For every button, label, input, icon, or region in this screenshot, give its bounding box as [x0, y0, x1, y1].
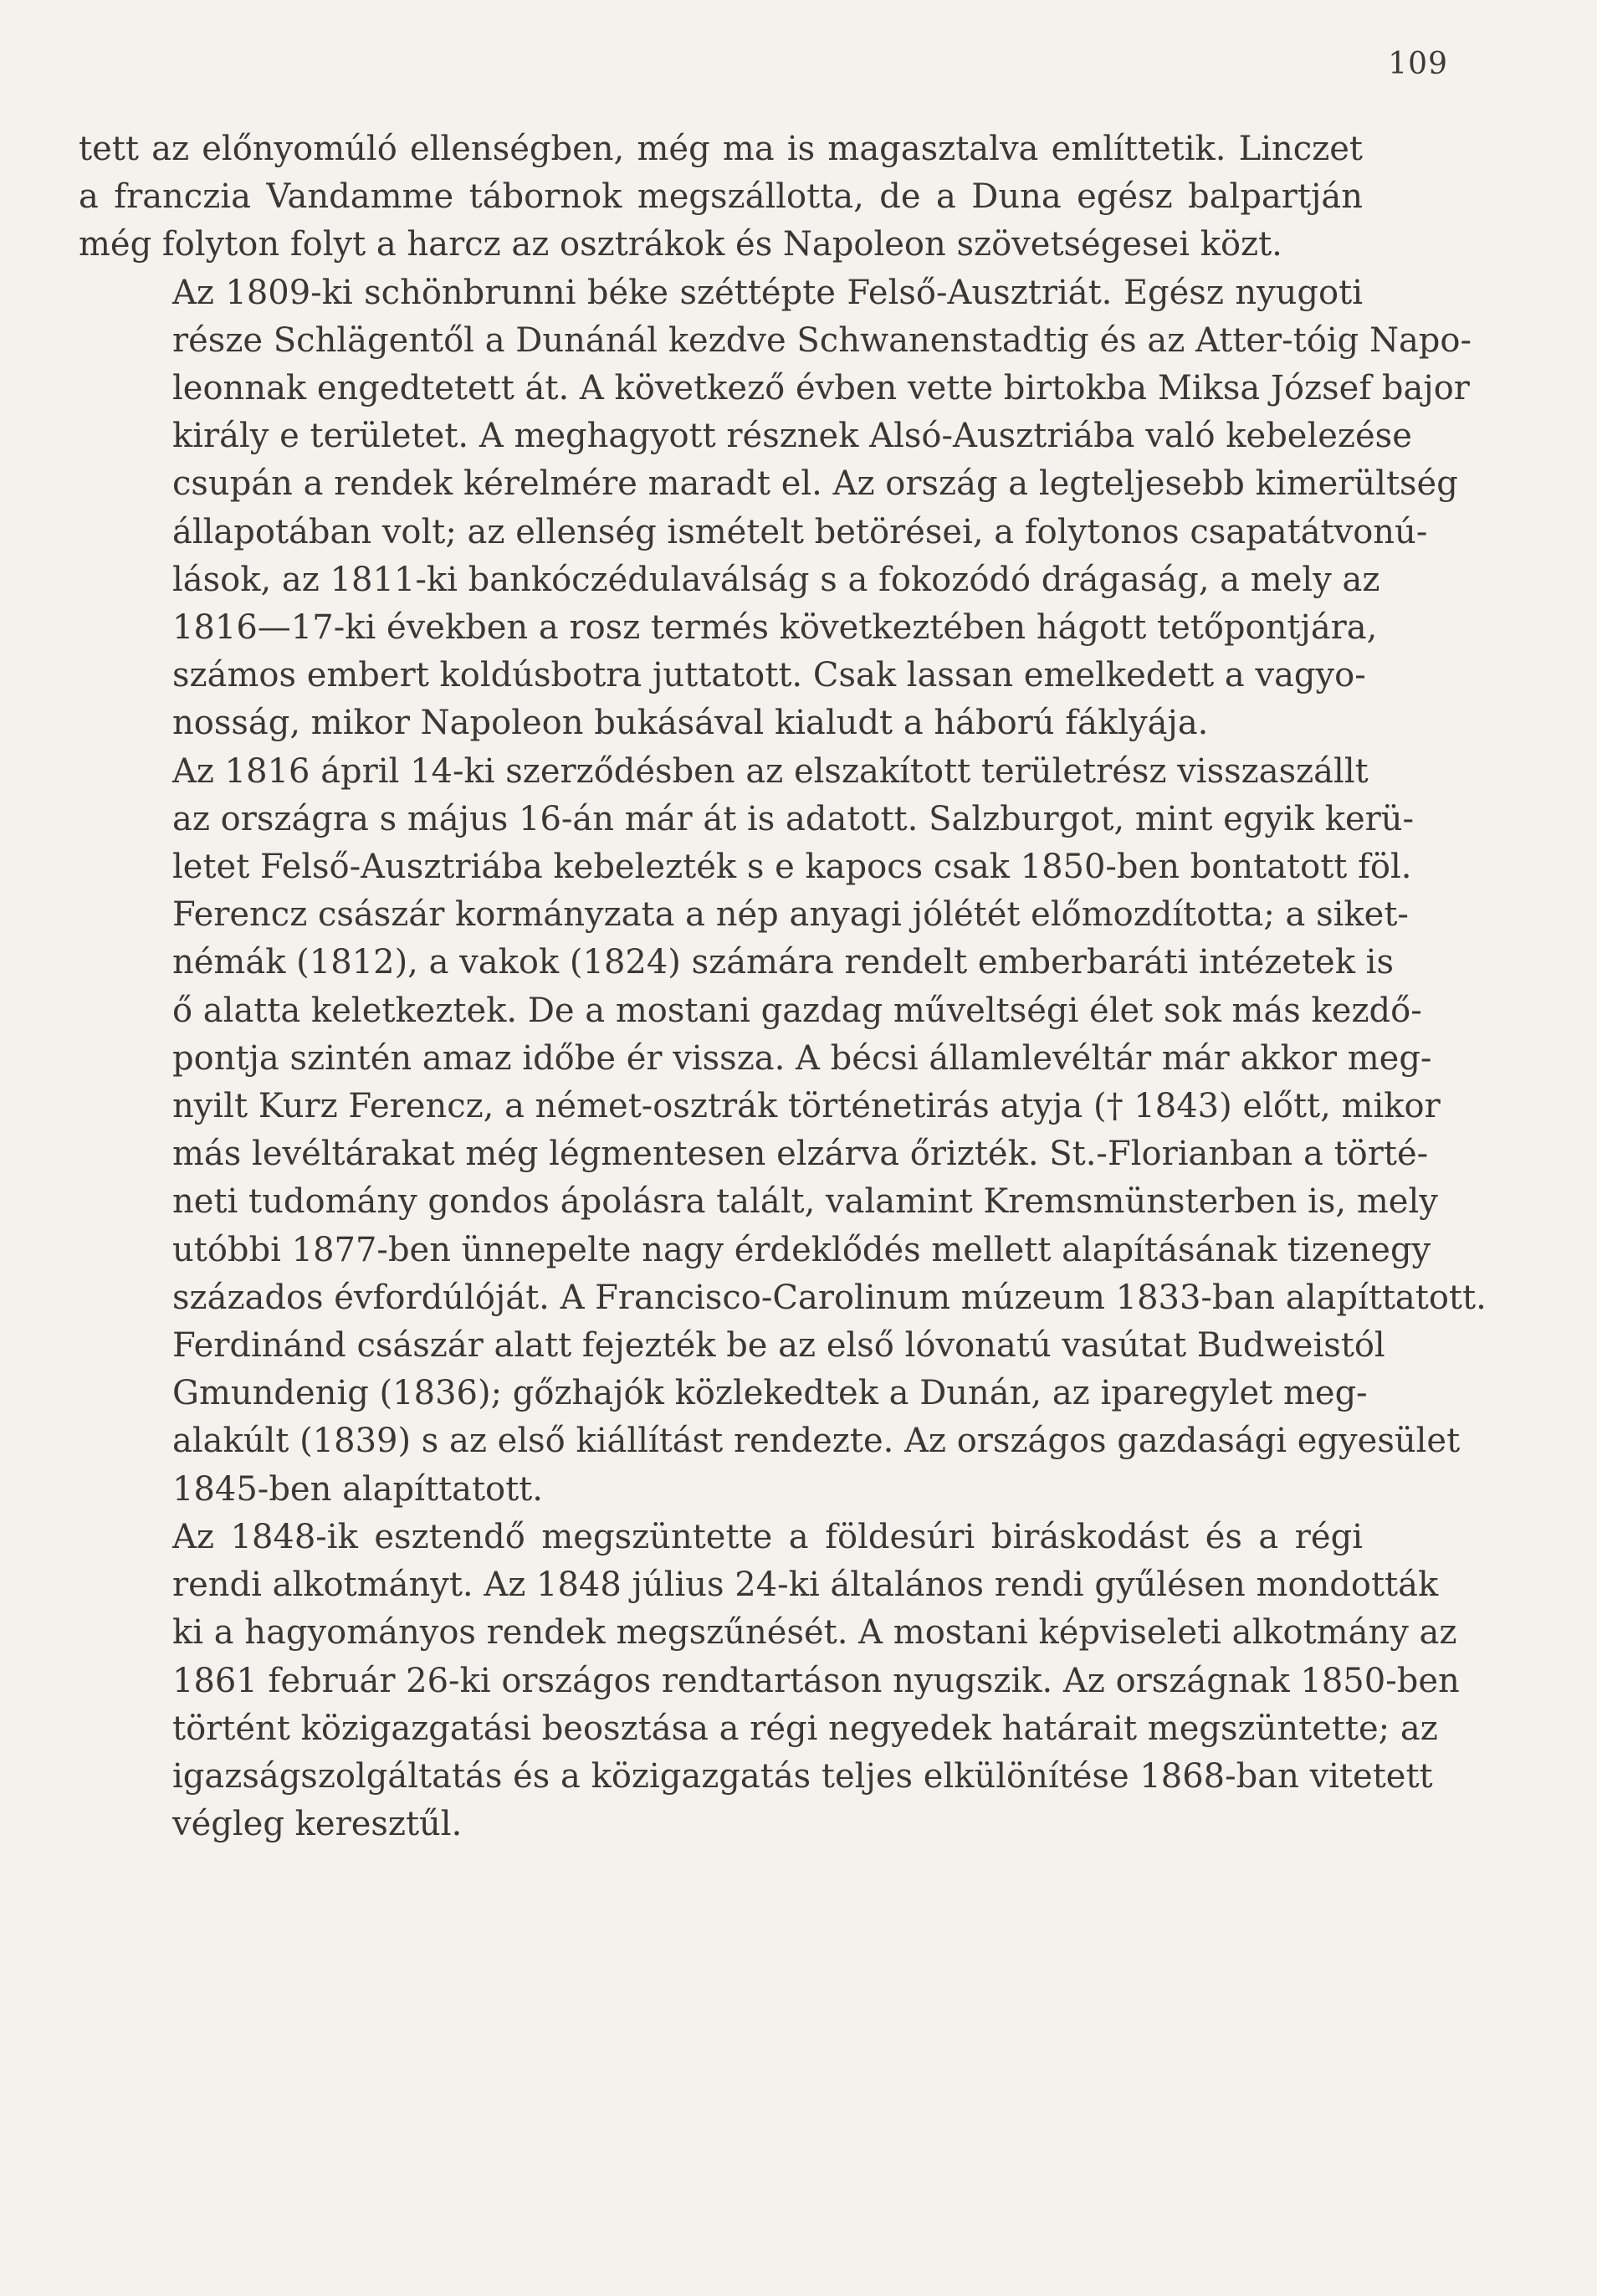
text-line: ki a hagyományos rendek megszűnését. A mostani képviseleti alkotmány az — [172, 1613, 1457, 1653]
text-line: tett az előnyomúló ellenségben, még ma is magasztalva említtetik. Linczet — [79, 130, 1363, 168]
text-line: történt közigazgatási beosztása a régi negyedek határait megszüntette; az — [172, 1709, 1438, 1748]
text-line: utóbbi 1877-ben ünnepelte nagy érdeklődés mellett alapításának tizenegy — [172, 1230, 1431, 1269]
text-line: végleg keresztűl. — [172, 1805, 463, 1844]
paragraph-4 — [79, 1322, 1461, 1514]
text-line: rendi alkotmányt. Az 1848 július 24-ki általános rendi gyűlésen mondották — [172, 1566, 1439, 1605]
text-line: lások, az 1811-ki bankóczédulaválság s a fokozódó drágaság, a mely az — [172, 560, 1380, 599]
text-line: része Schlägentől a Dunánál kezdve Schwanenstadtig és az Atter-tóig Napo- — [172, 320, 1472, 360]
text-line: 1845-ben alapíttatott. — [172, 1469, 543, 1509]
paragraph-2 — [79, 269, 1472, 748]
text-line: még folyton folyt a harcz az osztrákok és Napoleon szövetségesei közt. — [79, 225, 1282, 264]
text-line: letet Felső-Ausztriába kebelezték s e kapocs csak 1850-ben bontatott föl. — [172, 848, 1412, 887]
page-number: 109 — [1388, 47, 1448, 81]
text-line: állapotában volt; az ellenség ismételt betörései, a folytonos csapatátvonú- — [172, 512, 1428, 551]
text-line: 1861 február 26-ki országos rendtartáson nyugszik. Az országnak 1850-ben — [172, 1661, 1460, 1700]
text-line: Az 1848-ik esztendő megszüntette a földesúri biráskodást és a régi — [172, 1517, 1363, 1556]
paragraph-1 — [79, 126, 1363, 269]
text-line: a franczia Vandamme tábornok megszállotta, de a Duna egész balpartján — [79, 177, 1363, 217]
paragraph-5 — [79, 1514, 1460, 1848]
text-line: Gmundenig (1836); gőzhajók közlekedtek a Dunán, az iparegylet meg- — [172, 1374, 1368, 1413]
text-line: számos embert koldúsbotra juttatott. Csak lassan emelkedett a vagyo- — [172, 656, 1366, 695]
text-line: Ferencz császár kormányzata a nép anyagi jólétét előmozdította; a siket- — [172, 895, 1409, 935]
text-line: ő alatta keletkeztek. De a mostani gazdag műveltségi élet sok más kezdő- — [172, 991, 1422, 1030]
text-line: csupán a rendek kérelmére maradt el. Az ország a legteljesebb kimerültség — [172, 464, 1458, 504]
text-line: alakúlt (1839) s az első kiállítást rendezte. Az országos gazdasági egyesület — [172, 1422, 1461, 1461]
text-line: 1816—17-ki években a rosz termés következtében hágott tetőpontjára, — [172, 608, 1378, 648]
text-line: Az 1809-ki schönbrunni béke széttépte Felső-Ausztriát. Egész nyugoti — [172, 273, 1363, 312]
paragraph-3 — [79, 748, 1487, 1322]
text-line: nosság, mikor Napoleon bukásával kialudt a háború fáklyája. — [172, 704, 1209, 743]
text-line: Ferdinánd császár alatt fejezték be az első lóvonatú vasútat Budweistól — [172, 1326, 1385, 1366]
text-line: az országra s május 16-án már át is adatott. Salzburgot, mint egyik kerü- — [172, 799, 1415, 838]
text-line: némák (1812), a vakok (1824) számára rendelt emberbaráti intézetek is — [172, 943, 1394, 982]
text-line: király e területet. A meghagyott résznek Alsó-Ausztriába való kebelezése — [172, 417, 1412, 456]
text-line: nyilt Kurz Ferencz, a német-osztrák történetirás atyja († 1843) előtt, mikor — [172, 1087, 1441, 1126]
text-line: pontja szintén amaz időbe ér vissza. A bécsi államlevéltár már akkor meg- — [172, 1038, 1432, 1078]
text-line: százados évfordúlóját. A Francisco-Carolinum múzeum 1833-ban alapíttatott. — [172, 1278, 1487, 1317]
body-text — [79, 126, 1487, 1848]
text-line: neti tudomány gondos ápolásra talált, valamint Kremsmünsterben is, mely — [172, 1182, 1438, 1222]
text-line: leonnak engedtetett át. A következő évben vette birtokba Miksa József bajor — [172, 369, 1470, 408]
text-line: igazságszolgáltatás és a közigazgatás teljes elkülönítése 1868-ban vitetett — [172, 1756, 1433, 1796]
text-line: Az 1816 ápril 14-ki szerződésben az elszakított területrész visszaszállt — [172, 751, 1369, 791]
text-line: más levéltárakat még légmentesen elzárva őrizték. St.-Florianban a törté- — [172, 1135, 1429, 1174]
